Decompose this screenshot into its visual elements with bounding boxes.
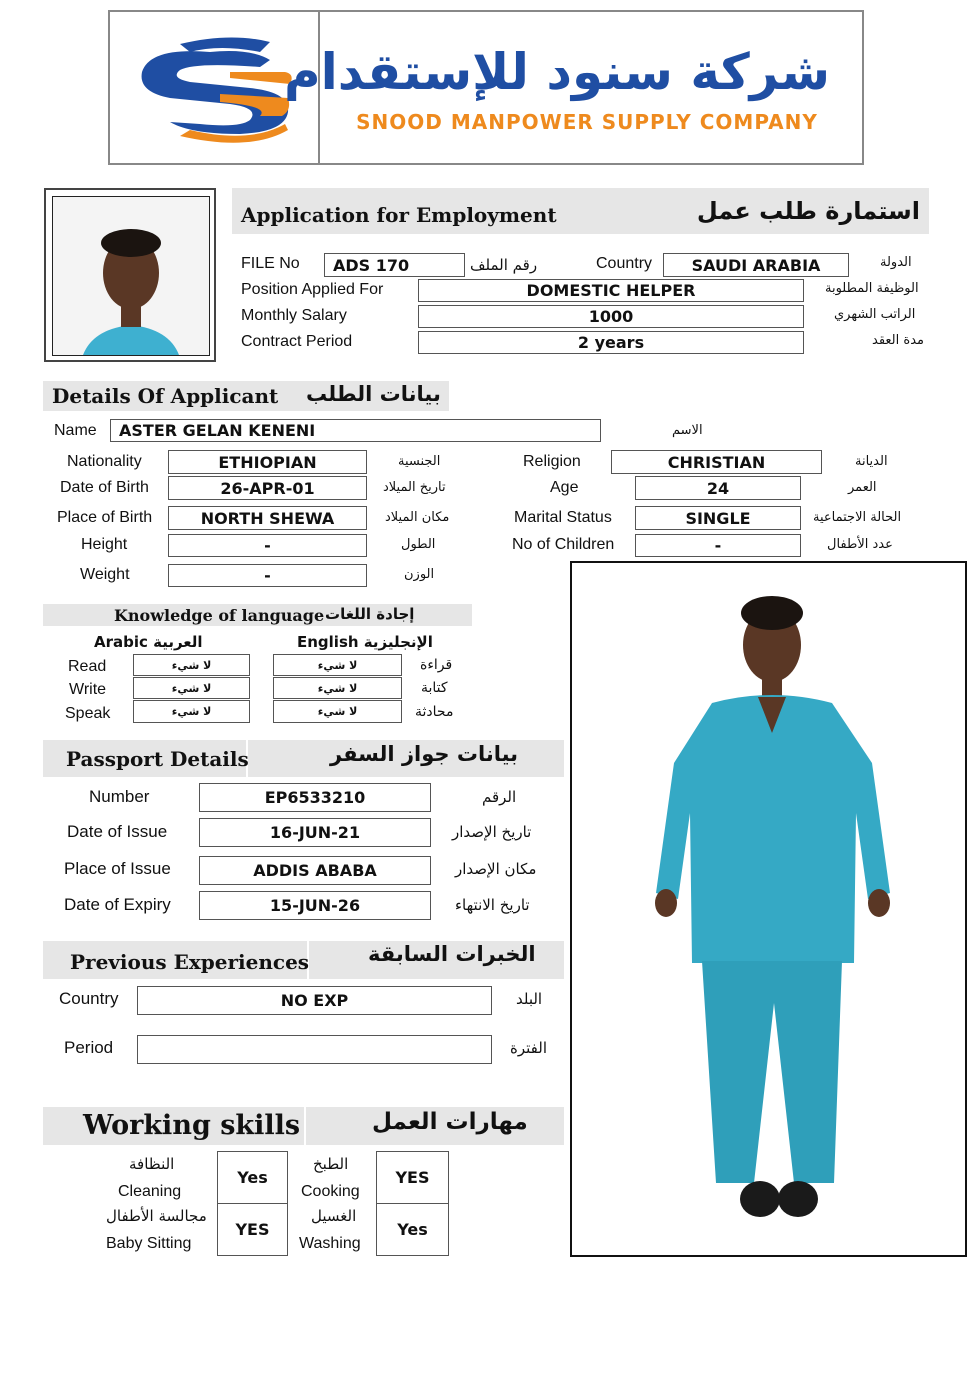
write-label-arabic: كتابة	[421, 680, 448, 696]
file-no-label-arabic: رقم الملف	[470, 256, 538, 274]
pob-field: NORTH SHEWA	[168, 506, 367, 530]
full-body-portrait-icon	[572, 563, 965, 1255]
washing-label-arabic: الغسيل	[311, 1207, 357, 1225]
babysitting-label: Baby Sitting	[106, 1235, 192, 1252]
religion-label-arabic: الديانة	[855, 454, 888, 469]
marital-label: Marital Status	[514, 509, 612, 526]
experience-country-label: Country	[59, 989, 119, 1008]
children-label-arabic: عدد الأطفال	[827, 537, 893, 552]
write-english-field: لا شيء	[273, 677, 402, 699]
children-label: No of Children	[512, 536, 615, 553]
country-label-arabic: الدولة	[880, 255, 912, 270]
position-field: DOMESTIC HELPER	[418, 279, 804, 302]
expiry-label-arabic: تاريخ الانتهاء	[455, 896, 530, 914]
experience-country-label-arabic: البلد	[516, 990, 543, 1008]
passport-number-label-arabic: الرقم	[482, 788, 517, 806]
arabic-column-header: Arabic العربية	[94, 633, 203, 651]
read-label-arabic: قراءة	[420, 657, 453, 673]
nationality-label: Nationality	[67, 453, 142, 470]
country-label: Country	[596, 255, 653, 272]
pob-label-arabic: مكان الميلاد	[385, 510, 450, 525]
language-section-title: Knowledge of language	[114, 606, 325, 625]
religion-field: CHRISTIAN	[611, 450, 822, 474]
dob-field: 26-APR-01	[168, 476, 367, 500]
cooking-label: Cooking	[301, 1183, 360, 1200]
issue-date-field: 16-JUN-21	[199, 818, 431, 847]
application-title: Application for Employment	[241, 203, 557, 227]
cooking-value: YES	[376, 1151, 449, 1204]
write-label: Write	[69, 681, 107, 698]
experience-country-field: NO EXP	[137, 986, 492, 1015]
skills-section-title-arabic: مهارات العمل	[372, 1109, 528, 1135]
pob-label: Place of Birth	[57, 509, 153, 526]
height-label-arabic: الطول	[401, 537, 436, 552]
height-label: Height	[81, 536, 128, 553]
name-field: ASTER GELAN KENENI	[110, 419, 601, 442]
skills-section-title: Working skills	[83, 1110, 301, 1141]
applicant-section-title: Details Of Applicant	[52, 384, 279, 408]
marital-field: SINGLE	[635, 506, 801, 530]
passport-section-title-arabic: بيانات جواز السفر	[330, 742, 519, 766]
applicant-photo-full	[570, 561, 967, 1257]
issue-date-label-arabic: تاريخ الإصدار	[452, 823, 532, 841]
cleaning-label: Cleaning	[118, 1183, 182, 1200]
dob-label-arabic: تاريخ الميلاد	[383, 480, 446, 495]
expiry-field: 15-JUN-26	[199, 891, 431, 920]
position-label-arabic: الوظيفة المطلوبة	[825, 281, 919, 296]
experience-period-field	[137, 1035, 492, 1064]
cleaning-label-arabic: النظافة	[129, 1155, 175, 1173]
english-column-header: English الإنجليزية	[297, 633, 433, 651]
experience-period-label: Period	[64, 1038, 114, 1057]
age-label: Age	[550, 479, 579, 496]
dob-label: Date of Birth	[60, 479, 149, 496]
speak-english-field: لا شيء	[273, 700, 402, 723]
speak-label-arabic: محادثة	[415, 704, 454, 720]
marital-label-arabic: الحالة الاجتماعية	[813, 510, 902, 525]
read-english-field: لا شيء	[273, 654, 402, 676]
cooking-label-arabic: الطبخ	[313, 1155, 349, 1173]
issue-place-label-arabic: مكان الإصدار	[455, 860, 537, 878]
weight-label-arabic: الوزن	[404, 567, 435, 582]
application-title-arabic: استمارة طلب عمل	[696, 197, 920, 225]
issue-date-label: Date of Issue	[67, 822, 168, 841]
religion-label: Religion	[523, 453, 581, 470]
speak-arabic-field: لا شيء	[133, 700, 250, 723]
read-label: Read	[68, 658, 107, 675]
position-label: Position Applied For	[241, 281, 384, 298]
write-arabic-field: لا شيء	[133, 677, 250, 699]
name-label: Name	[54, 422, 97, 439]
experience-section-title-arabic: الخبرات السابقة	[368, 942, 536, 966]
age-field: 24	[635, 476, 801, 500]
read-arabic-field: لا شيء	[133, 654, 250, 676]
passport-number-label: Number	[89, 787, 150, 806]
experience-section-title: Previous Experiences	[70, 950, 310, 974]
company-name-arabic: شركة سنود للإستقدام	[283, 43, 830, 101]
nationality-label-arabic: الجنسية	[398, 454, 441, 469]
language-section-title-arabic: إجادة اللغات	[325, 605, 415, 623]
file-no-field: ADS 170	[324, 253, 465, 277]
babysitting-value: YES	[217, 1203, 288, 1256]
children-field: -	[635, 534, 801, 557]
babysitting-label-arabic: مجالسة الأطفال	[106, 1207, 207, 1225]
applicant-section-title-arabic: بيانات الطلب	[306, 382, 441, 406]
name-label-arabic: الاسم	[672, 423, 703, 438]
age-label-arabic: العمر	[848, 480, 877, 495]
cleaning-value: Yes	[217, 1151, 288, 1204]
expiry-label: Date of Expiry	[64, 895, 171, 914]
weight-label: Weight	[80, 566, 130, 583]
height-field: -	[168, 534, 367, 557]
washing-value: Yes	[376, 1203, 449, 1256]
passport-number-field: EP6533210	[199, 783, 431, 812]
issue-place-field: ADDIS ABABA	[199, 856, 431, 885]
salary-label: Monthly Salary	[241, 307, 347, 324]
salary-field: 1000	[418, 305, 804, 328]
passport-section-title: Passport Details	[66, 747, 249, 771]
applicant-photo-small	[44, 188, 216, 362]
nationality-field: ETHIOPIAN	[168, 450, 367, 474]
contract-label-arabic: مدة العقد	[872, 333, 924, 348]
file-no-label: FILE No	[241, 255, 300, 272]
country-field: SAUDI ARABIA	[663, 253, 849, 277]
contract-label: Contract Period	[241, 333, 353, 350]
portrait-icon	[53, 197, 209, 355]
letterhead	[108, 10, 864, 165]
washing-label: Washing	[299, 1235, 361, 1252]
experience-period-label-arabic: الفترة	[510, 1039, 547, 1057]
company-name-english: SNOOD MANPOWER SUPPLY COMPANY	[356, 110, 818, 134]
speak-label: Speak	[65, 705, 111, 722]
salary-label-arabic: الراتب الشهري	[834, 307, 916, 322]
issue-place-label: Place of Issue	[64, 859, 171, 878]
weight-field: -	[168, 564, 367, 587]
contract-field: 2 years	[418, 331, 804, 354]
